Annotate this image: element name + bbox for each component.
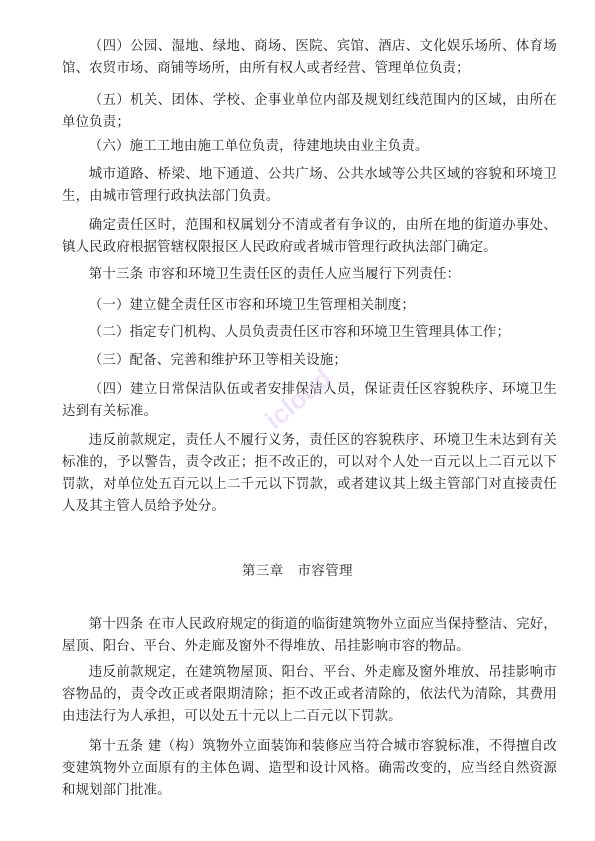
paragraph-item-6: （六）施工工地由施工单位负责，待建地块由业主负责。 bbox=[88, 139, 429, 154]
paragraph-penalty-14: 违反前款规定，在建筑物屋顶、阳台、平台、外走廊及窗外堆放、吊挂影响市容物品的，责令改正或者限期清除；拒不改正或者清除的，依法代为清除，其费用由违法行为人承担，可以处五十元以上二百元以下罚款。 bbox=[62, 665, 557, 724]
duty-item-4: （四）建立日常保洁队伍或者安排保洁人员，保证责任区容貌秩序、环境卫生达到有关标准。 bbox=[62, 382, 557, 419]
article-14: 第十四条 在市人民政府规定的街道的临街建筑物外立面应当保持整洁、完好，屋顶、阳台、平台、外走廊及窗外不得堆放、吊挂影响市容的物品。 bbox=[62, 617, 557, 654]
article-15: 第十五条 建（构）筑物外立面装饰和装修应当符合城市容貌标准，不得擅自改变建筑物外立面原有的主体色调、造型和设计风格。确需改变的，应当经自然资源和规划部门批准。 bbox=[62, 739, 557, 798]
duty-item-1: （一）建立健全责任区市容和环境卫生管理相关制度； bbox=[88, 298, 415, 313]
watermark-logo: icloud bbox=[259, 362, 338, 435]
paragraph-dispute: 确定责任区时，范围和权属划分不清或者有争议的，由所在地的街道办事处、镇人民政府根据管辖权限报区人民政府或者城市管理行政执法部门确定。 bbox=[62, 218, 557, 255]
paragraph-item-5: （五）机关、团体、学校、企事业单位内部及规划红线范围内的区域，由所在单位负责； bbox=[62, 93, 557, 130]
duty-item-2: （二）指定专门机构、人员负责责任区市容和环境卫生管理具体工作； bbox=[88, 325, 511, 340]
chapter-title: 第三章 市容管理 bbox=[241, 564, 354, 579]
paragraph-public-areas: 城市道路、桥梁、地下通道、公共广场、公共水域等公共区域的容貌和环境卫生，由城市管理行政执法部门负责。 bbox=[62, 167, 557, 204]
paragraph-item-4: （四）公园、湿地、绿地、商场、医院、宾馆、酒店、文化娱乐场所、体育场馆、农贸市场、商铺等场所，由所有权人或者经营、管理单位负责； bbox=[62, 39, 557, 76]
article-13-heading: 第十三条 市容和环境卫生责任区的责任人应当履行下列责任： bbox=[88, 267, 461, 282]
duty-item-3: （三）配备、完善和维护环卫等相关设施； bbox=[88, 353, 348, 368]
paragraph-penalty-13: 违反前款规定，责任人不履行义务，责任区的容貌秩序、环境卫生未达到有关标准的，予以警告，责令改正；拒不改正的，可以对个人处一百元以上二百元以下罚款，对单位处五百元以上二千元以下罚款，或者建议其上级主管部门对直接责任人及其主管人员给予处分。 bbox=[62, 433, 557, 514]
